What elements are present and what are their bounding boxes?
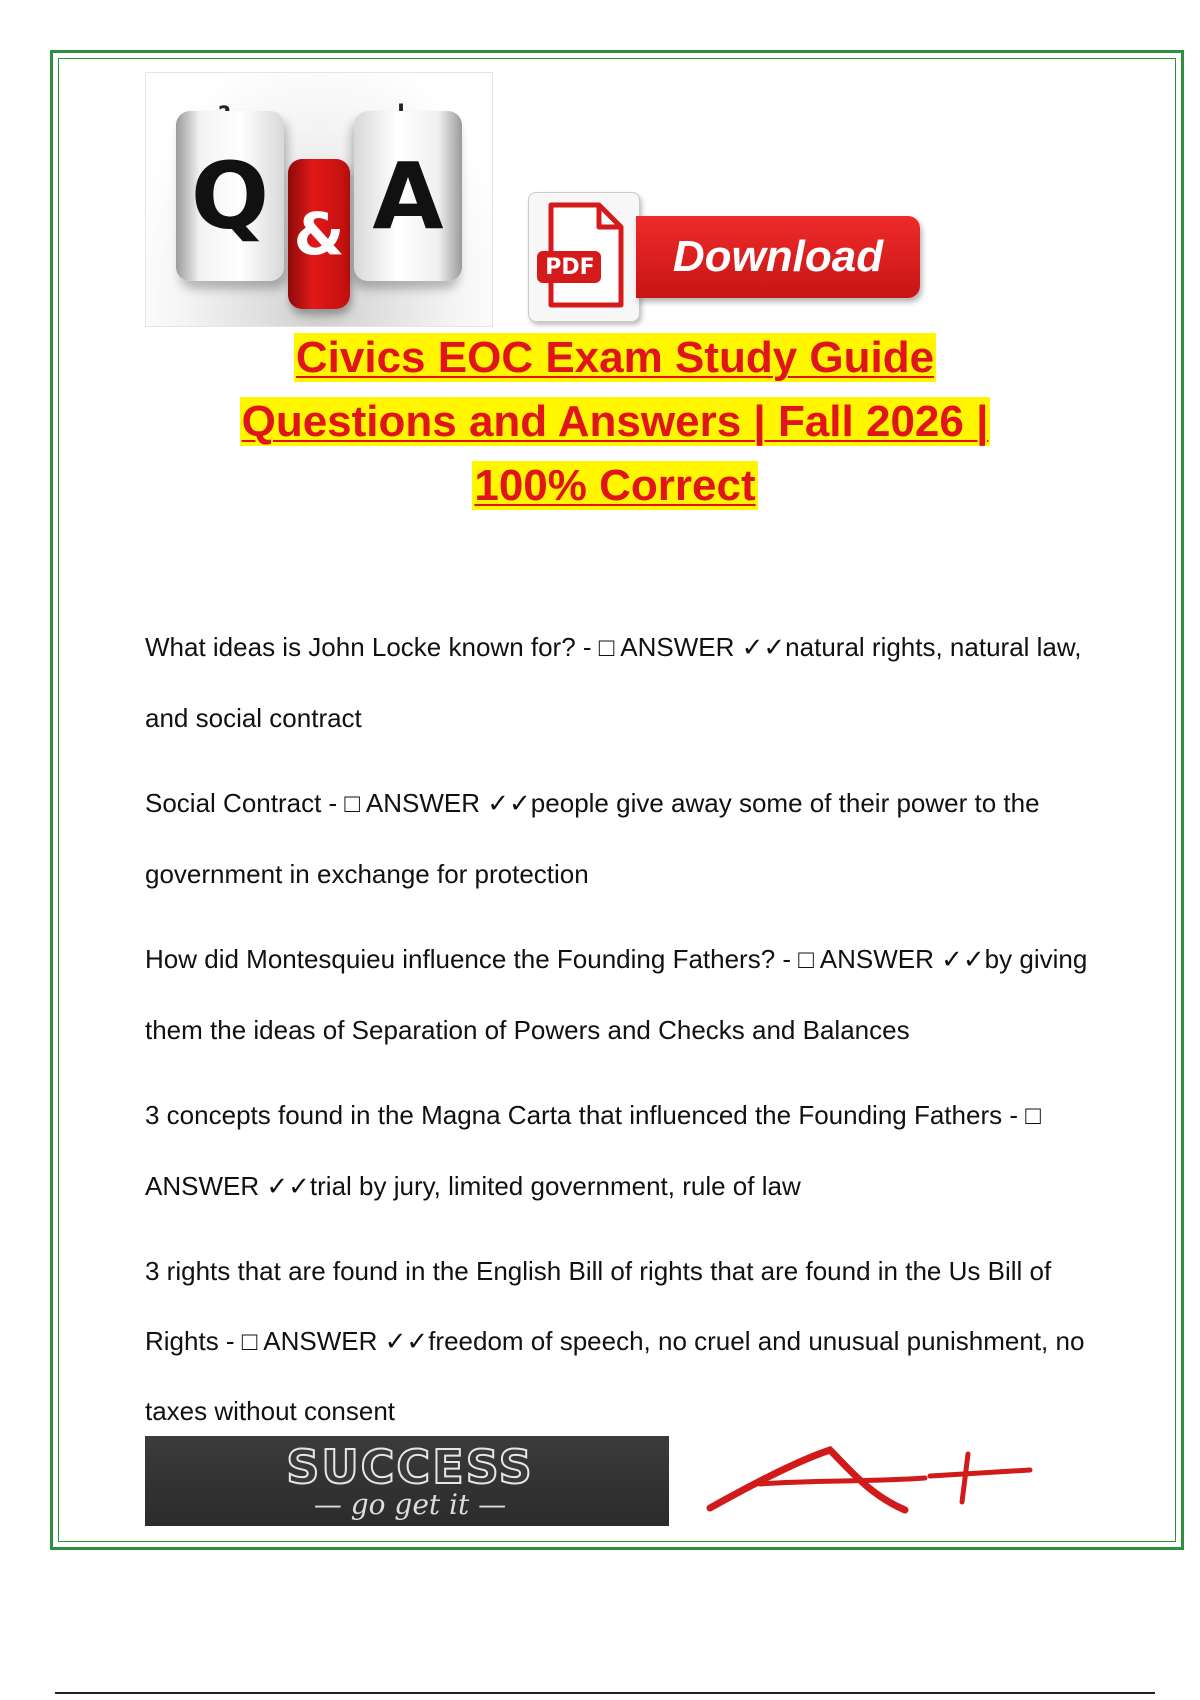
qa-item-bill-of-rights: 3 rights that are found in the English Bill of rights that are found in the Us Bill of Rights - □ ANSWER ✓✓freedom of speech, no cruel and unusual punishment, no taxes without consent <box>145 1256 1085 1426</box>
title-line-3: 100% Correct <box>474 461 756 510</box>
qa-item-montesquieu: How did Montesquieu influence the Founding Fathers? - □ ANSWER ✓✓by giving them the ideas of Separation of Powers and Checks and Balances <box>145 944 1088 1045</box>
download-label: Download <box>636 216 920 298</box>
success-subtitle: — go get it — <box>313 1488 507 1521</box>
title-line-1: Civics EOC Exam Study Guide <box>295 333 935 382</box>
qa-cubes-image <box>145 72 493 327</box>
success-word: SUCCESS <box>286 1440 534 1494</box>
qa-item-locke: What ideas is John Locke known for? - □ ANSWER ✓✓natural rights, natural law, and social contract <box>145 632 1082 733</box>
a-plus-drawing <box>700 1440 1040 1520</box>
q-cube: Q <box>176 111 284 281</box>
ampersand-cube: & <box>288 159 350 309</box>
a-plus-grade-image <box>700 1440 1040 1520</box>
title-line-2: Questions and Answers | Fall 2026 | <box>241 397 989 446</box>
success-chalkboard-image <box>145 1436 669 1526</box>
pdf-file-icon <box>528 192 640 322</box>
qa-list <box>145 612 1095 1460</box>
qa-item-magna-carta: 3 concepts found in the Magna Carta that influenced the Founding Fathers - □ ANSWER ✓✓trial by jury, limited government, rule of law <box>145 1100 1041 1201</box>
page-bottom-rule <box>55 1692 1155 1694</box>
pdf-download-button[interactable] <box>528 192 920 322</box>
qa-item-social-contract: Social Contract - □ ANSWER ✓✓people give away some of their power to the government in exchange for protection <box>145 788 1040 889</box>
a-cube: A <box>354 111 462 281</box>
pdf-label: PDF <box>545 255 595 280</box>
document-title <box>150 326 1080 518</box>
